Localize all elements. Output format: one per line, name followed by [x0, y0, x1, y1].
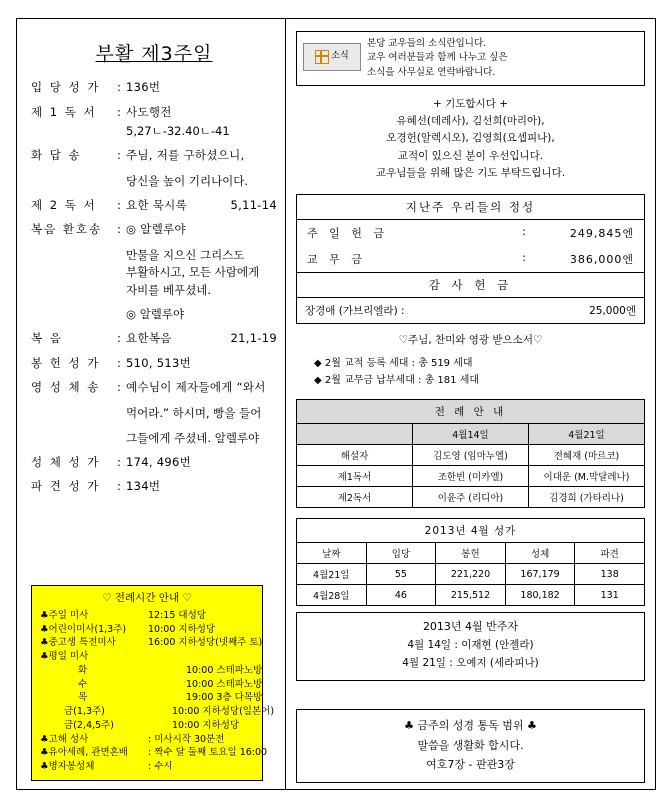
row-value: 사도행전 [126, 104, 172, 119]
liturgy-row-gospel-acclamation [31, 222, 277, 238]
schedule-item [38, 719, 256, 733]
bible-reading-box [296, 709, 645, 783]
news-line-1: 본당 교우들의 소식란입니다. [367, 38, 487, 49]
table-row [297, 487, 645, 508]
second-reading-citation: 5,11-14 [230, 197, 277, 212]
cell: 4월21일 [297, 564, 367, 585]
row-label: 제 2 독 서 [31, 197, 97, 212]
news-line-2: 교우 여러분들과 함께 나누고 싶은 [367, 52, 508, 64]
column-header: 파견 [575, 543, 645, 564]
offering-wish: ♡주님, 찬미와 영광 받으소서♡ [398, 334, 543, 347]
bulletin-frame [16, 18, 656, 790]
schedule-item-label: ♣어린이미사(1,3주) [40, 623, 127, 635]
row-colon: : [117, 148, 121, 163]
news-box [296, 31, 645, 86]
schedule-item-label: ♣고해 성사 [40, 733, 89, 745]
cell: 46 [366, 585, 436, 606]
prayer-section [296, 96, 645, 183]
schedule-item-label: 화 [78, 664, 88, 676]
row-label: 화 답 송 [31, 148, 82, 163]
bible-reading-line-1: 말씀을 생활화 합시다. [417, 738, 524, 752]
column-header: 봉헌 [436, 543, 506, 564]
schedule-item [38, 705, 275, 719]
liturgy-row-second-reading [31, 198, 277, 214]
row-label: 성 체 성 가 [31, 454, 101, 469]
bible-reading-line-2: 여호7장 - 판관3장 [426, 757, 515, 771]
liturgy-assignment-table [296, 399, 645, 508]
schedule-item [38, 636, 263, 650]
schedule-item-time: 16:00 지하성당(넷째주 토) [148, 637, 263, 649]
cell: 55 [366, 564, 436, 585]
accompanist-line-1: 4월 14일 : 이재현 (안젤라) [407, 639, 534, 651]
cell: 215,512 [436, 585, 506, 606]
row-value: 136번 [126, 80, 161, 94]
schedule-item [38, 733, 256, 747]
news-icon-label: 소식 [331, 51, 349, 62]
table-header-row [297, 424, 645, 445]
column-header: 입당 [366, 543, 436, 564]
cell: 조한빈 (미카엘) [413, 466, 529, 487]
offering-box [296, 194, 645, 324]
prayer-line-4: 교우님들을 위해 많은 기도 부탁드립니다. [375, 167, 566, 179]
schedule-item-time: : 짝수 달 둘째 토요일 16:00 [148, 747, 268, 759]
schedule-item-time: 10:00 지하성당(일본어) [172, 706, 275, 718]
cell: 이대운 (M.막달레나) [529, 466, 645, 487]
schedule-item-label: ♣병자봉성체 [40, 761, 95, 773]
cell: 해설자 [297, 445, 413, 466]
cell: 제2독서 [297, 487, 413, 508]
row-colon: : [117, 454, 121, 469]
news-text [367, 37, 508, 80]
acclamation-end: ◎ 알렐루야 [126, 307, 185, 322]
table-header-row [297, 543, 645, 564]
acclamation-line-1: 만물을 지으신 그리스도 [126, 247, 245, 262]
first-reading-citation: 5,27ㄴ-32.40ㄴ-41 [126, 124, 230, 139]
schedule-item [38, 691, 263, 705]
row-value: 예수님이 제자들에게 “와서 [126, 380, 266, 395]
schedule-item [38, 746, 268, 760]
row-value: 134번 [126, 479, 161, 494]
row-colon: : [117, 197, 121, 212]
accompanist-box [296, 612, 645, 680]
acclamation-line-3: 자비를 베푸셨네. [126, 283, 212, 298]
row-value: 주님, 저를 구하셨으니, [126, 148, 245, 163]
offering-row-colon: : [522, 251, 530, 265]
offering-row-label [307, 251, 536, 267]
cell: 4월28일 [297, 585, 367, 606]
table-title-row [297, 519, 645, 543]
schedule-item-time: 10:00 스테파노방 [186, 678, 263, 690]
row-label: 입 당 성 가 [31, 80, 101, 94]
right-column [286, 19, 655, 789]
thanksgiving-value: 25,000엔 [589, 305, 636, 318]
column-header [297, 424, 413, 445]
column-header: 4월21일 [529, 424, 645, 445]
table-row [297, 564, 645, 585]
row-colon: : [117, 331, 121, 346]
liturgy-row-communion-hymn [31, 455, 277, 471]
row-colon: : [117, 355, 121, 370]
page-title: 부활 제3주일 [95, 43, 213, 65]
offering-label-text: 교 무 금 [307, 253, 366, 267]
row-colon: : [117, 80, 121, 94]
schedule-item [38, 650, 256, 664]
table-row [297, 445, 645, 466]
row-value: 174, 496번 [126, 454, 192, 469]
offering-row-value: 249,845엔 [569, 227, 634, 241]
offering-label-text: 주 일 헌 금 [307, 227, 388, 241]
table-row [297, 466, 645, 487]
prayer-line-2: 오경헌(알렉시오), 김영희(요셉피나), [386, 132, 555, 145]
cell: 221,220 [436, 564, 506, 585]
row-label: 파 견 성 가 [31, 479, 101, 494]
liturgy-row-responsorial [31, 148, 277, 164]
responsorial-line2: 당신을 높이 기리나이다. [126, 173, 249, 188]
offering-row [297, 220, 644, 246]
cell: 이윤주 (리디아) [413, 487, 529, 508]
offering-title: 지난주 우리들의 정성 [297, 195, 644, 220]
gospel-citation: 21,1-19 [230, 331, 277, 346]
cell: 138 [575, 564, 645, 585]
offering-row-colon: : [522, 225, 530, 239]
thanksgiving-offering-title: 감 사 헌 금 [297, 272, 644, 298]
cell: 김경희 (가타리나) [529, 487, 645, 508]
schedule-item-time: 10:00 지하성당 [172, 719, 240, 731]
acclamation-text [126, 247, 277, 300]
news-icon [303, 43, 361, 71]
liturgy-row-gospel [31, 331, 277, 347]
schedule-item [38, 664, 263, 678]
column-header: 날짜 [297, 543, 367, 564]
schedule-item [38, 760, 256, 774]
thanksgiving-row [297, 298, 644, 323]
schedule-item-time: 10:00 지하성당 [148, 623, 216, 635]
cell: 전혜재 (마르코) [529, 445, 645, 466]
cell: 180,182 [505, 585, 575, 606]
schedule-item-time: : 수시 [148, 761, 173, 773]
offering-row-value: 386,000엔 [569, 253, 634, 267]
hymn-table-title: 2013년 4월 성가 [297, 519, 645, 543]
schedule-item-label: 금(1,3주) [64, 706, 105, 718]
schedule-item-time: 10:00 스테파노방 [186, 664, 263, 676]
row-label: 영 성 체 송 [31, 380, 101, 395]
row-value: 510, 513번 [126, 355, 192, 370]
prayer-title: + 기도합시다 + [433, 97, 508, 110]
schedule-item-label: 금(2,4,5주) [64, 719, 114, 731]
second-reading-book: 요한 묵시록 [126, 197, 187, 212]
table-title-row [297, 400, 645, 424]
row-label: 복 음 [31, 331, 63, 346]
row-value: ◎ 알렐루야 [126, 222, 186, 237]
liturgy-row-entrance-hymn [31, 80, 277, 96]
liturgy-row-communion-antiphon [31, 380, 277, 396]
offering-row [297, 246, 644, 272]
thanksgiving-label: 장경애 (가브리엘라) : [305, 305, 405, 318]
schedule-item-label: 목 [78, 692, 88, 704]
cell: 제1독서 [297, 466, 413, 487]
schedule-item-time: 19:00 3층 다목방 [186, 692, 263, 704]
acclamation-line-2: 부활하시고, 모든 사람에게 [126, 265, 260, 280]
row-colon: : [117, 380, 121, 395]
row-label: 봉 헌 성 가 [31, 355, 101, 370]
row-value [126, 331, 277, 347]
communion-antiphon-line2: 먹어라.” 하시며, 빵을 들어 [126, 405, 262, 420]
row-label: 복음 환호송 [31, 222, 103, 237]
row-colon: : [117, 222, 121, 237]
cell: 167,179 [505, 564, 575, 585]
stat-line-2: ◆ 2월 교무금 납부세대 : 총 181 세대 [314, 375, 480, 387]
schedule-item [38, 609, 256, 623]
gospel-book: 요한복음 [126, 331, 172, 346]
schedule-item-label: ♣주일 미사 [40, 609, 89, 621]
cell: 131 [575, 585, 645, 606]
stat-line-1: ◆ 2월 교적 등록 세대 : 총 519 세대 [314, 358, 473, 370]
liturgy-row-recessional-hymn [31, 479, 277, 495]
prayer-line-1: 유혜선(데레사), 김선희(마리아), [396, 115, 545, 128]
schedule-item-label: 수 [78, 678, 88, 690]
liturgy-row-offertory-hymn [31, 356, 277, 372]
mass-schedule-box [31, 585, 275, 781]
schedule-item [38, 678, 263, 692]
offering-row-label [307, 225, 536, 241]
left-column [17, 19, 285, 789]
schedule-item-time: 12:15 대성당 [148, 609, 206, 621]
bible-reading-title: ♣ 금주의 성경 통독 범위 ♣ [404, 719, 537, 733]
news-line-3: 소식을 사무실로 연락바랍니다. [367, 66, 496, 78]
table-row [297, 585, 645, 606]
schedule-item-time [148, 650, 256, 664]
row-label: 제 1 독 서 [31, 104, 97, 119]
communion-antiphon-line3: 그들에게 주셨네. 알렐루야 [126, 430, 260, 445]
schedule-item-time: : 미사시작 30분전 [148, 733, 225, 745]
cell: 김도영 (임마누엘) [413, 445, 529, 466]
column-header: 4월14일 [413, 424, 529, 445]
accompanist-title: 2013년 4월 반주자 [422, 620, 519, 634]
row-value [126, 198, 277, 214]
registration-stats [314, 355, 645, 389]
row-colon: : [117, 479, 121, 494]
schedule-item-label: ♣중고생 특전미사 [40, 637, 116, 649]
mass-schedule-title: ♡ 전례시간 안내 ♡ [102, 591, 192, 604]
hymn-table [296, 518, 645, 606]
liturgy-table-title: 전 례 안 내 [297, 400, 645, 424]
prayer-line-3: 교적이 있으신 분이 우선입니다. [397, 149, 544, 162]
schedule-item-label: ♣유아세례, 관면혼배 [40, 747, 128, 759]
liturgy-row-first-reading [31, 105, 277, 121]
column-header: 성체 [505, 543, 575, 564]
accompanist-line-2: 4월 21일 : 오예지 (세라피나) [402, 656, 539, 669]
schedule-item-label: ♣평일 미사 [40, 651, 89, 663]
schedule-item [38, 623, 256, 637]
cross-icon [315, 50, 329, 64]
row-colon: : [117, 104, 121, 119]
